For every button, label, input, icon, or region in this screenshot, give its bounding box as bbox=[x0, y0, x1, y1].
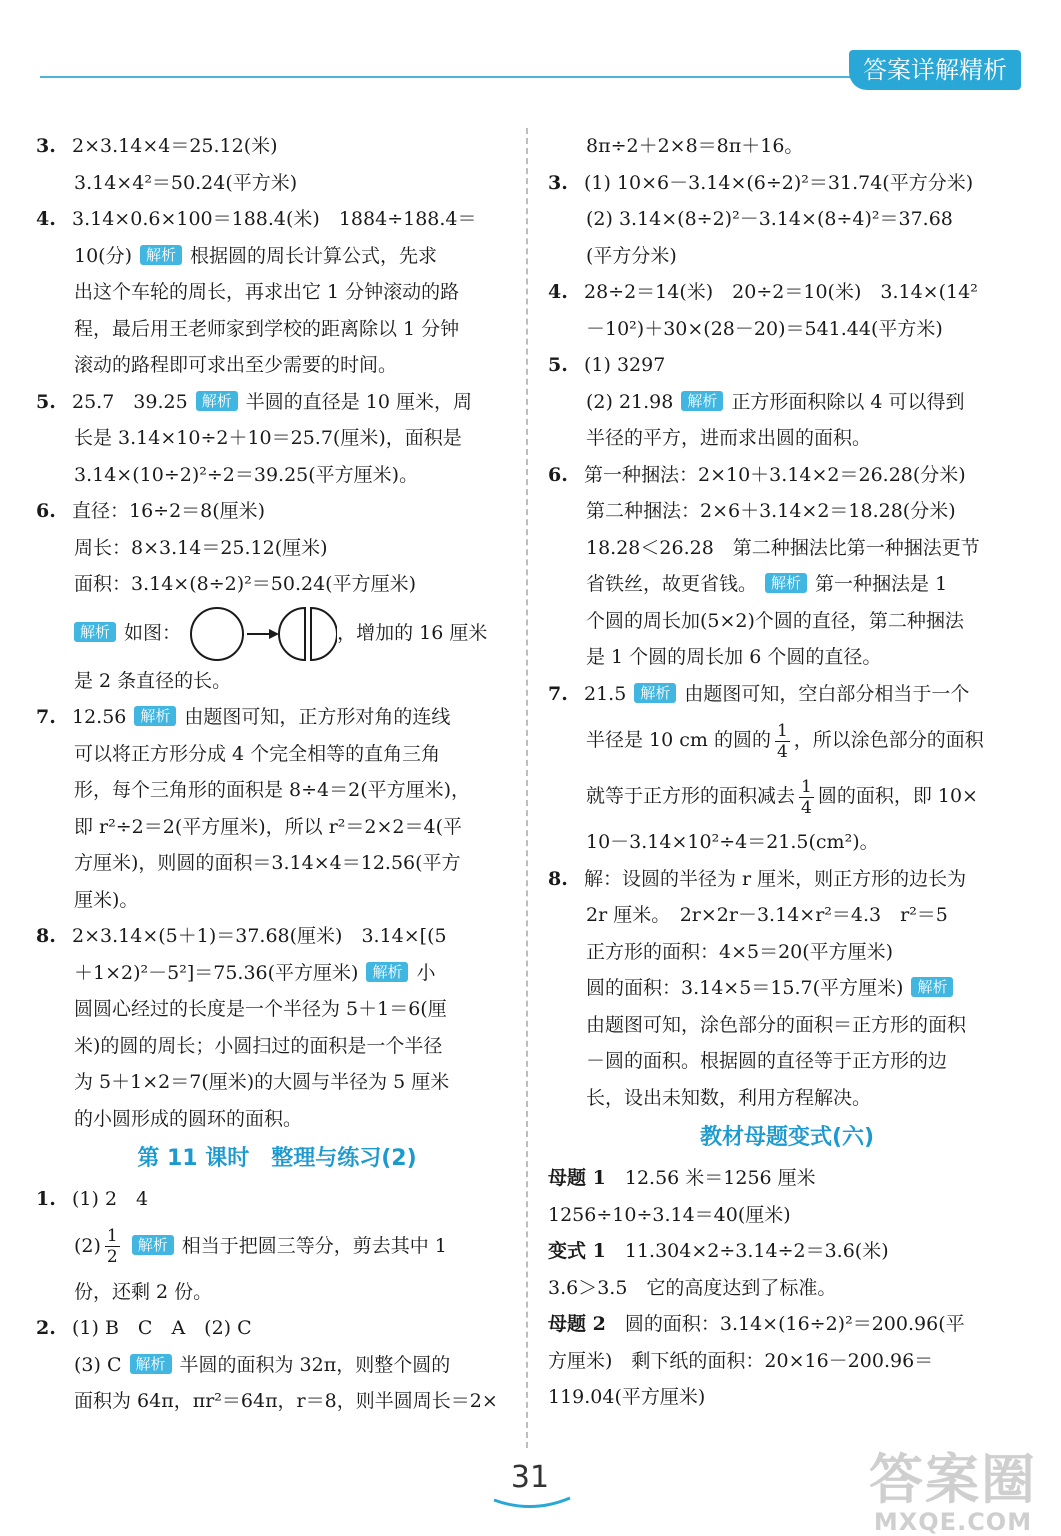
watermark-logo: 答案圈 MXQE.COM bbox=[869, 1448, 1037, 1536]
circle-split-diagram bbox=[187, 606, 337, 662]
m2-line-1: 母题 2 圆的面积：3.14×(16÷2)²＝200.96(平 bbox=[548, 1313, 965, 1335]
r-q7-line-1: 7. 21.5 解析 由题图可知，空白部分相当于一个 bbox=[548, 682, 970, 705]
column-divider bbox=[526, 128, 528, 1448]
m2-line-2: 方厘米) 剩下纸的面积：20×16－200.96＝ bbox=[548, 1349, 934, 1372]
m1-line-1: 母题 1 12.56 米＝1256 厘米 bbox=[548, 1167, 816, 1189]
r-q6-line-1: 6. 第一种捆法：2×10＋3.14×2＝26.28(分米) bbox=[548, 463, 966, 486]
right-column bbox=[548, 128, 1026, 1416]
q8-line-2: ＋1×2)²－5²]＝75.36(平方厘米) 解析 小 bbox=[74, 961, 436, 984]
analysis-tag: 解析 bbox=[634, 683, 676, 703]
q8-line-3: 圆圆心经过的长度是一个半径为 5＋1＝6(厘 bbox=[74, 998, 447, 1020]
r-q8-line-4: 圆的面积：3.14×5＝15.7(平方厘米) 解析 bbox=[548, 970, 1026, 1007]
r-q4-line-1: 4. 28÷2＝14(米) 20÷2＝10(米) 3.14×(14² bbox=[548, 281, 978, 303]
q8-line-5: 为 5＋1×2＝7(厘米)的大圆与半径为 5 厘米 bbox=[74, 1071, 450, 1093]
analysis-tag: 解析 bbox=[366, 962, 408, 982]
q4-line-2: 10(分) 解析 根据圆的周长计算公式，先求 bbox=[74, 244, 438, 267]
r-q5-line-2: (2) 21.98 解析 正方形面积除以 4 可以得到 bbox=[586, 390, 965, 413]
r-q6-line-6: 是 1 个圆的周长加 6 个圆的直径。 bbox=[586, 646, 882, 668]
q5-line-1: 5. 25.7 39.25 解析 半圆的直径是 10 厘米，周 bbox=[36, 390, 472, 413]
analysis-tag: 解析 bbox=[911, 977, 953, 997]
header-title: 答案详解精析 bbox=[849, 50, 1021, 90]
q4-line-4: 程，最后用王老师家到学校的距离除以 1 分钟 bbox=[74, 317, 460, 340]
left-column bbox=[36, 128, 518, 1420]
m1-line-2: 1256÷10÷3.14＝40(厘米) bbox=[548, 1203, 791, 1226]
v1-line-2: 3.6＞3.5 它的高度达到了标准。 bbox=[548, 1276, 837, 1299]
r-q5-line-1: 5. (1) 3297 bbox=[548, 354, 666, 376]
q4-line-5: 滚动的路程即可求出至少需要的时间。 bbox=[74, 354, 398, 376]
analysis-tag: 解析 bbox=[765, 573, 807, 593]
page-number-swoosh bbox=[492, 1496, 572, 1512]
r-q8-line-5: 由题图可知，涂色部分的面积＝正方形的面积 bbox=[586, 1013, 967, 1036]
fraction: $\frac{1}{2}$ bbox=[106, 1226, 118, 1267]
r-q6-line-3: 18.28＜26.28 第二种捆法比第一种捆法更节 bbox=[586, 536, 980, 559]
r-q5-line-3: 半径的平方，进而求出圆的面积。 bbox=[586, 427, 872, 449]
q7-line-4: 即 r²÷2＝2(平方厘米)，所以 r²＝2×2＝4(平 bbox=[74, 815, 462, 838]
q7-line-1: 7. 12.56 解析 由题图可知，正方形对角的连线 bbox=[36, 706, 451, 728]
v1-line-1: 变式 1 11.304×2÷3.14÷2＝3.6(米) bbox=[548, 1240, 889, 1262]
q7-line-5: 方厘米)，则圆的面积＝3.14×4＝12.56(平方 bbox=[74, 852, 461, 874]
r-q3-line-2: (2) 3.14×(8÷2)²－3.14×(8÷4)²＝37.68 bbox=[586, 208, 953, 230]
section-title: 第 11 课时 整理与练习(2) bbox=[137, 1146, 417, 1171]
section-title: 教材母题变式(六) bbox=[699, 1125, 875, 1150]
q3-line-1: 3. 2×3.14×4＝25.12(米) bbox=[36, 135, 278, 157]
q7-line-2: 可以将正方形分成 4 个完全相等的直角三角 bbox=[74, 742, 441, 765]
p1-line-3: 份，还剩 2 份。 bbox=[74, 1280, 213, 1303]
r-q7-line-3: 就等于正方形的面积减去 $\frac{1}{4}$ 圆的面积，即 10× bbox=[586, 776, 978, 818]
analysis-tag: 解析 bbox=[196, 391, 238, 411]
q3-line-2: 3.14×4²＝50.24(平方米) bbox=[74, 171, 298, 194]
q6-line-1: 6. 直径：16÷2＝8(厘米) bbox=[36, 500, 266, 522]
r-q7-line-4: 10－3.14×10²÷4＝21.5(cm²)。 bbox=[586, 831, 879, 853]
q4-line-1: 4. 3.14×0.6×100＝188.4(米) 1884÷188.4＝ bbox=[36, 208, 477, 230]
p2-line-2: (3) C 解析 半圆的面积为 32π，则整个圆的 bbox=[74, 1353, 451, 1376]
analysis-tag: 解析 bbox=[74, 622, 116, 642]
r-q3-line-1: 3. (1) 10×6－3.14×(6÷2)²＝31.74(平方分米) bbox=[548, 171, 974, 194]
r-q8-line-1: 8. 解：设圆的半径为 r 厘米，则正方形的边长为 bbox=[548, 867, 967, 890]
r-q3-line-3: (平方分米) bbox=[586, 244, 677, 267]
r-q8-line-3: 正方形的面积：4×5＝20(平方厘米) bbox=[586, 940, 894, 963]
m2-line-3: 119.04(平方厘米) bbox=[548, 1386, 706, 1408]
continued-line: 8π÷2＋2×8＝8π＋16。 bbox=[586, 135, 804, 157]
r-q6-line-4: 省铁丝，故更省钱。 解析 第一种捆法是 1 bbox=[586, 573, 948, 595]
page-number: 31 bbox=[510, 1460, 550, 1495]
p2-line-1: 2. (1) B C A (2) C bbox=[36, 1317, 252, 1339]
q7-line-3: 形，每个三角形的面积是 8÷4＝2(平方厘米)， bbox=[74, 779, 471, 801]
q6-line-5: 是 2 条直径的长。 bbox=[74, 669, 232, 692]
r-q8-line-2: 2r 厘米。 2r×2r－3.14×r²＝4.3 r²＝5 bbox=[586, 904, 948, 926]
analysis-tag: 解析 bbox=[140, 245, 182, 265]
analysis-tag: 解析 bbox=[132, 1235, 174, 1255]
fraction: $\frac{1}{4}$ bbox=[801, 776, 812, 818]
analysis-tag: 解析 bbox=[130, 1354, 172, 1374]
q4-line-3: 出这个车轮的周长，再求出它 1 分钟滚动的路 bbox=[74, 281, 460, 303]
r-q8-line-6: －圆的面积。根据圆的直径等于正方形的边 bbox=[586, 1050, 948, 1072]
q8-line-6: 的小圆形成的圆环的面积。 bbox=[74, 1107, 303, 1130]
fraction: $\frac{1}{4}$ bbox=[776, 720, 788, 762]
r-q6-line-5: 个圆的周长加(5×2)个圆的直径，第二种捆法 bbox=[586, 609, 964, 632]
q8-line-1: 8. 2×3.14×(5＋1)＝37.68(厘米) 3.14×[(5 bbox=[36, 925, 447, 947]
q5-line-2: 长是 3.14×10÷2＋10＝25.7(厘米)，面积是 bbox=[74, 427, 462, 449]
q6-line-4: 解析 如图： ，增加的 16 厘米 bbox=[36, 603, 518, 663]
q7-line-6: 厘米)。 bbox=[74, 888, 139, 911]
q5-line-3: 3.14×(10÷2)²÷2＝39.25(平方厘米)。 bbox=[74, 463, 419, 486]
r-q8-line-7: 长，设出未知数，利用方程解决。 bbox=[586, 1086, 872, 1109]
q6-line-3: 面积：3.14×(8÷2)²＝50.24(平方厘米) bbox=[74, 573, 416, 595]
p2-line-3: 面积为 64π，πr²＝64π，r＝8，则半圆周长＝2× bbox=[74, 1390, 498, 1412]
q8-line-4: 米)的圆的周长；小圆扫过的面积是一个半径 bbox=[74, 1034, 443, 1057]
p1-line-2: (2) $\frac{1}{2}$ 解析 相当于把圆三等分，剪去其中 1 bbox=[74, 1226, 447, 1267]
r-q7-line-2: 半径是 10 cm 的圆的 $\frac{1}{4}$ ，所以涂色部分的面积 bbox=[586, 720, 984, 762]
r-q4-line-2: －10²)＋30×(28－20)＝541.44(平方米) bbox=[586, 317, 943, 340]
r-q6-line-2: 第二种捆法：2×6＋3.14×2＝18.28(分米) bbox=[586, 500, 956, 522]
p1-line-1: 1. (1) 2 4 bbox=[36, 1188, 149, 1210]
analysis-tag: 解析 bbox=[681, 391, 723, 411]
q6-line-2: 周长：8×3.14＝25.12(厘米) bbox=[74, 536, 328, 559]
analysis-tag: 解析 bbox=[134, 706, 176, 726]
header-rule bbox=[40, 76, 860, 78]
